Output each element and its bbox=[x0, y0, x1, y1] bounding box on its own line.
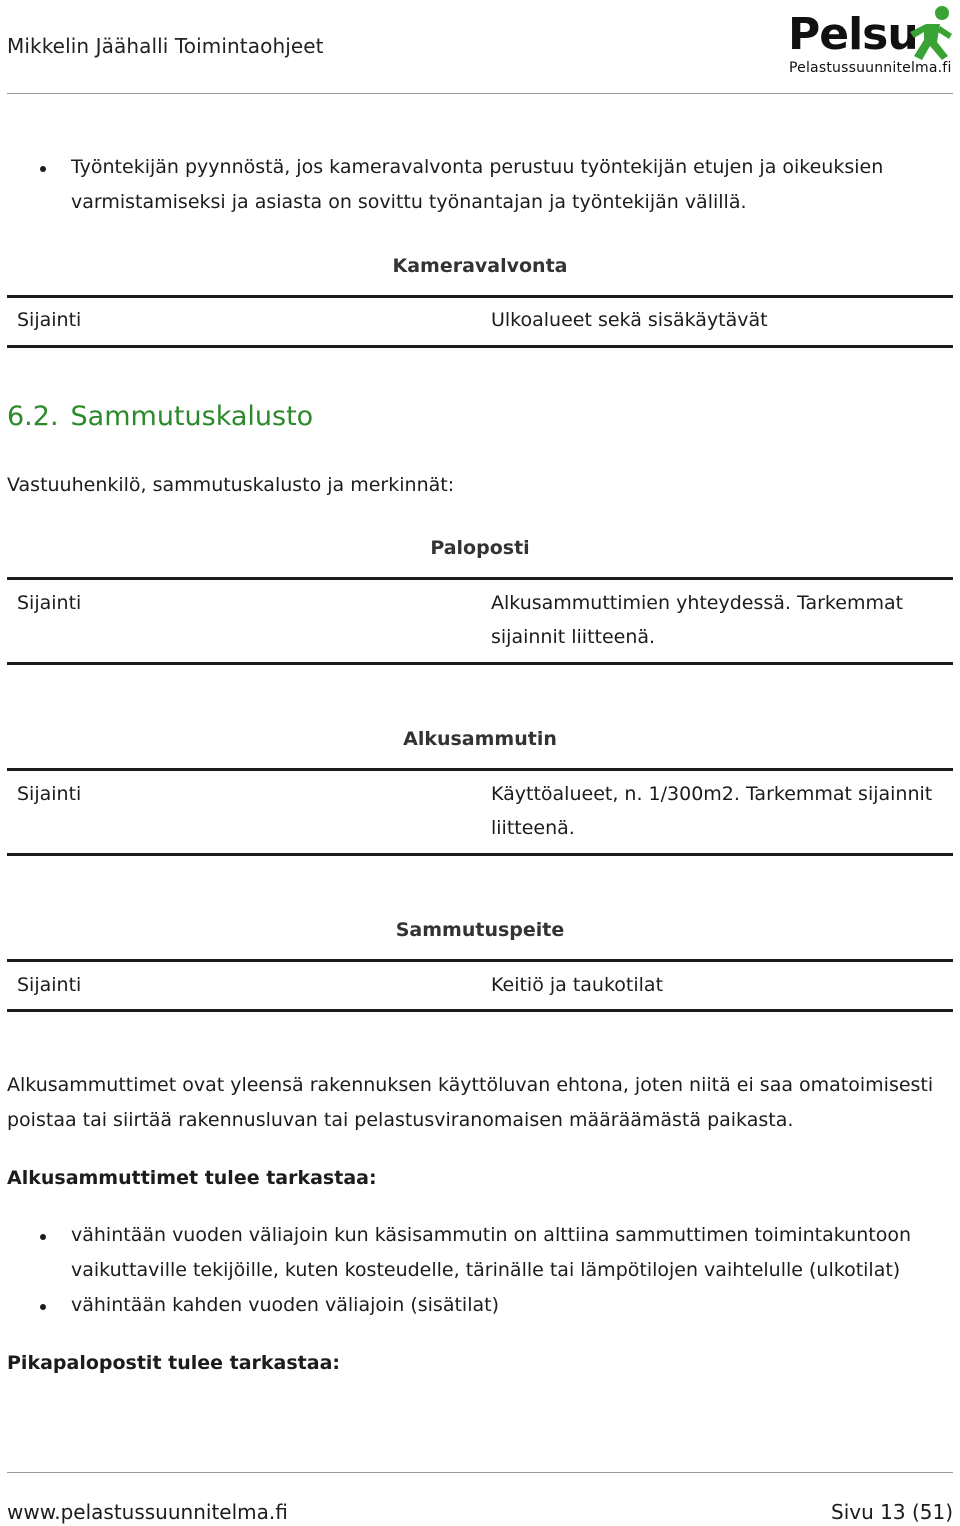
table-top-rule bbox=[7, 295, 953, 298]
body-paragraph: Alkusammuttimet ovat yleensä rakennuksen käyttöluvan ehtona, joten niitä ei saa omatoimisesti poistaa tai siirtää rakennusluvan tai pelastusviranomaisen määräämästä paikasta. bbox=[7, 1074, 934, 1131]
running-man-icon bbox=[904, 4, 956, 66]
logo-wordmark: Pelsu bbox=[788, 9, 918, 60]
table-label: Sijainti bbox=[17, 592, 82, 614]
table-title-sammutuspeite: Sammutuspeite bbox=[395, 919, 565, 941]
table-bottom-rule bbox=[7, 853, 953, 856]
logo-subtext: Pelastussuunnitelma.fi bbox=[789, 60, 952, 76]
header-divider bbox=[7, 93, 953, 94]
table-title-alkusammutin: Alkusammutin bbox=[403, 728, 557, 750]
list-item: Työntekijän pyynnöstä, jos kameravalvonta perustuu työntekijän etujen ja oikeuksien varmistamiseksi ja asiasta on sovittu työnantajan ja työntekijän välillä. bbox=[40, 150, 954, 220]
table-title-paloposti: Paloposti bbox=[430, 537, 530, 559]
intro-bullet-list bbox=[40, 150, 954, 220]
table-bottom-rule bbox=[7, 345, 953, 348]
pelsu-logo bbox=[786, 4, 956, 80]
table-label: Sijainti bbox=[17, 783, 82, 805]
check-heading-extinguishers: Alkusammuttimet tulee tarkastaa: bbox=[7, 1167, 377, 1189]
table-value: Keitiö ja taukotilat bbox=[491, 974, 664, 996]
table-bottom-rule bbox=[7, 1009, 953, 1012]
table-top-rule bbox=[7, 768, 953, 771]
table-top-rule bbox=[7, 959, 953, 962]
section-intro: Vastuuhenkilö, sammutuskalusto ja merkinnät: bbox=[7, 474, 455, 496]
table-bottom-rule bbox=[7, 662, 953, 665]
footer-url: www.pelastussuunnitelma.fi bbox=[7, 1500, 288, 1524]
check-bullet-list bbox=[40, 1218, 954, 1323]
table-title-kameravalvonta: Kameravalvonta bbox=[392, 255, 568, 277]
page-number: Sivu 13 (51) bbox=[831, 1500, 953, 1524]
list-item: vähintään vuoden väliajoin kun käsisammutin on alttiina sammuttimen toimintakuntoon vaikuttaville tekijöille, kuten kosteudelle, tärinälle tai lämpötilojen vaihtelulle (ulkotilat) bbox=[40, 1218, 954, 1288]
table-label: Sijainti bbox=[17, 974, 82, 996]
check-heading-hydrants: Pikapalopostit tulee tarkastaa: bbox=[7, 1352, 341, 1374]
table-value: Käyttöalueet, n. 1/300m2. Tarkemmat sijainnit liitteenä. bbox=[491, 783, 933, 839]
table-value: Ulkoalueet sekä sisäkäytävät bbox=[491, 309, 768, 331]
section-heading bbox=[7, 401, 313, 432]
section-number: 6.2. bbox=[7, 401, 59, 432]
table-value: Alkusammuttimien yhteydessä. Tarkemmat sijainnit liitteenä. bbox=[491, 592, 904, 648]
table-top-rule bbox=[7, 577, 953, 580]
document-title: Mikkelin Jäähalli Toimintaohjeet bbox=[7, 34, 324, 58]
list-item: vähintään kahden vuoden väliajoin (sisätilat) bbox=[40, 1288, 954, 1323]
section-title: Sammutuskalusto bbox=[70, 401, 314, 432]
table-label: Sijainti bbox=[17, 309, 82, 331]
footer-divider bbox=[7, 1472, 953, 1473]
